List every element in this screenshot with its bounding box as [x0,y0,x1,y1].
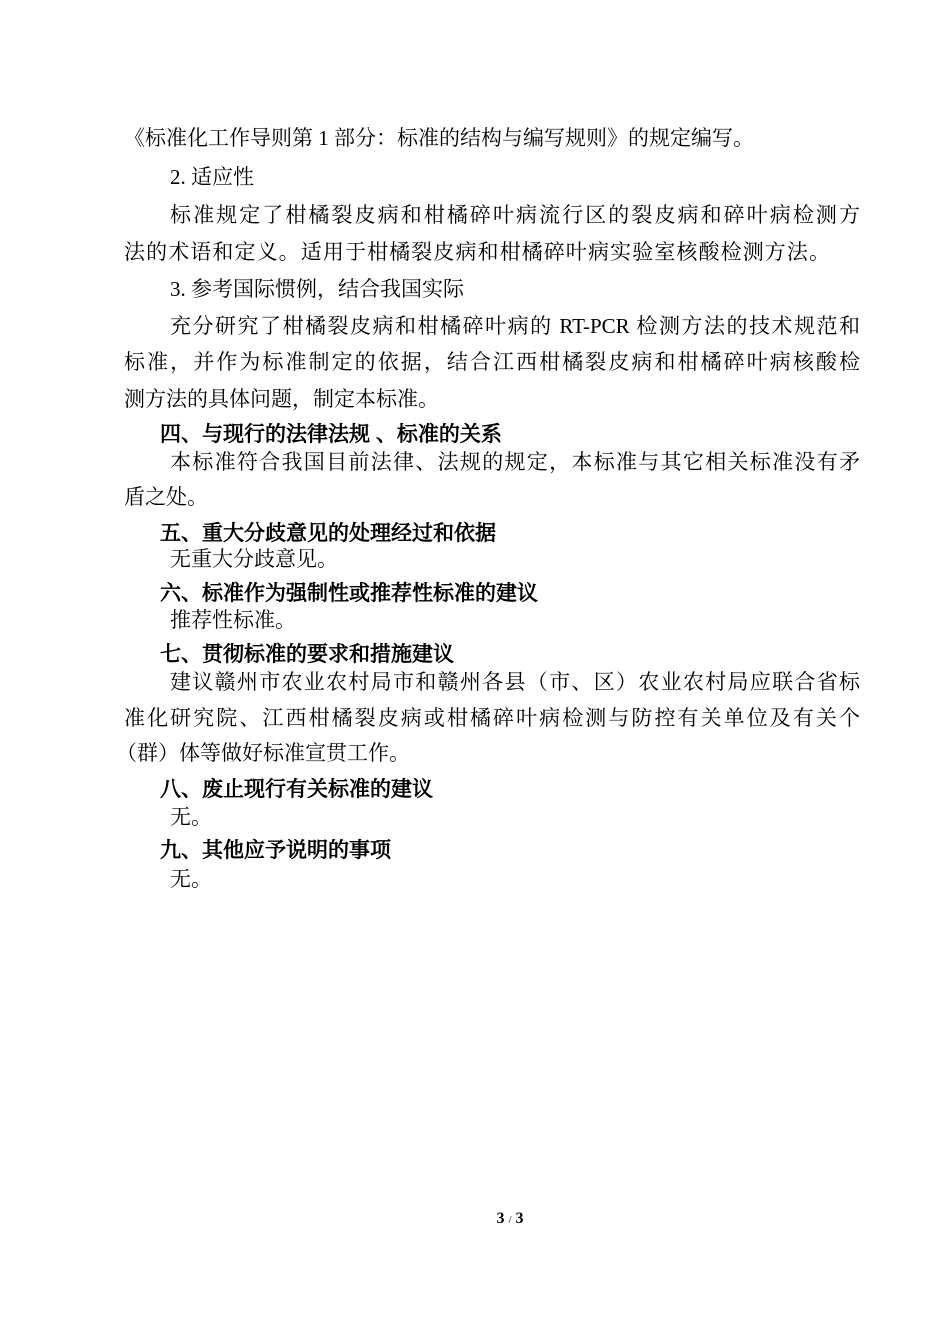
paragraph-line: 《标准化工作导则第 1 部分：标准的结构与编写规则》的规定编写。 [124,126,754,150]
section-body-line: （群）体等做好标准宣贯工作。 [116,741,410,765]
section-heading: 六、标准作为强制性或推荐性标准的建议 [160,582,538,605]
page-total: 3 [515,1210,524,1227]
section-body-line: 无重大分歧意见。 [170,547,338,571]
paragraph-line: 标准规定了柑橘裂皮病和柑橘碎叶病流行区的裂皮病和碎叶病检测方 [170,203,860,227]
section-heading: 七、贯彻标准的要求和措施建议 [160,643,454,666]
page-current: 3 [496,1210,505,1227]
paragraph-line: 法的术语和定义。适用于柑橘裂皮病和柑橘碎叶病实验室核酸检测方法。 [124,240,830,264]
section-body-line: 盾之处。 [124,485,208,509]
section-heading: 五、重大分歧意见的处理经过和依据 [160,522,496,545]
section-body-line: 准化研究院、江西柑橘裂皮病或柑橘碎叶病检测与防控有关单位及有关个 [124,706,860,730]
section-heading: 四、与现行的法律法规 、标准的关系 [160,423,502,446]
section-body-line: 无。 [170,867,212,891]
page-number [480,1210,540,1228]
paragraph-line: 标准，并作为标准制定的依据，结合江西柑橘裂皮病和柑橘碎叶病核酸检 [124,350,860,374]
subheading: 2. 适应性 [170,165,254,189]
paragraph-line: 充分研究了柑橘裂皮病和柑橘碎叶病的 RT-PCR 检测方法的技术规范和 [170,314,860,338]
paragraph-line: 测方法的具体问题，制定本标准。 [124,387,439,411]
section-body-line: 推荐性标准。 [170,608,296,632]
section-body-line: 建议赣州市农业农村局市和赣州各县（市、区）农业农村局应联合省标 [170,670,860,694]
page-separator: / [508,1214,512,1226]
section-body-line: 本标准符合我国目前法律、法规的规定，本标准与其它相关标准没有矛 [170,450,860,474]
section-heading: 九、其他应予说明的事项 [160,839,391,862]
subheading: 3. 参考国际惯例，结合我国实际 [170,277,464,301]
section-body-line: 无。 [170,805,212,829]
section-heading: 八、废止现行有关标准的建议 [160,778,433,801]
